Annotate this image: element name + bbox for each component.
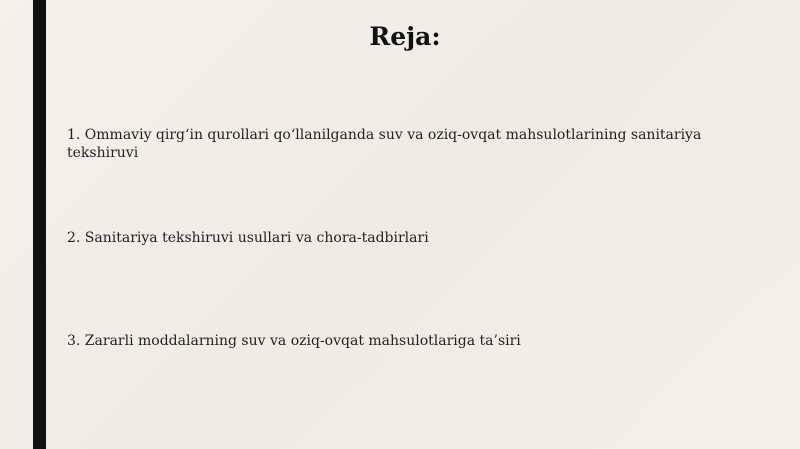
plan-item-2: 2. Sanitariya tekshiruvi usullari va chora-tadbirlari [67,230,429,246]
plan-item-3: 3. Zararli moddalarning suv va oziq-ovqat mahsulotlariga ta’siri [67,333,521,349]
accent-bar [33,0,46,449]
plan-item-1: 1. Ommaviy qirg‘in qurollari qo‘llanilganda suv va oziq-ovqat mahsulotlarining sanitariya tekshiruvi [67,127,702,161]
slide-title: Reja: [369,22,441,51]
